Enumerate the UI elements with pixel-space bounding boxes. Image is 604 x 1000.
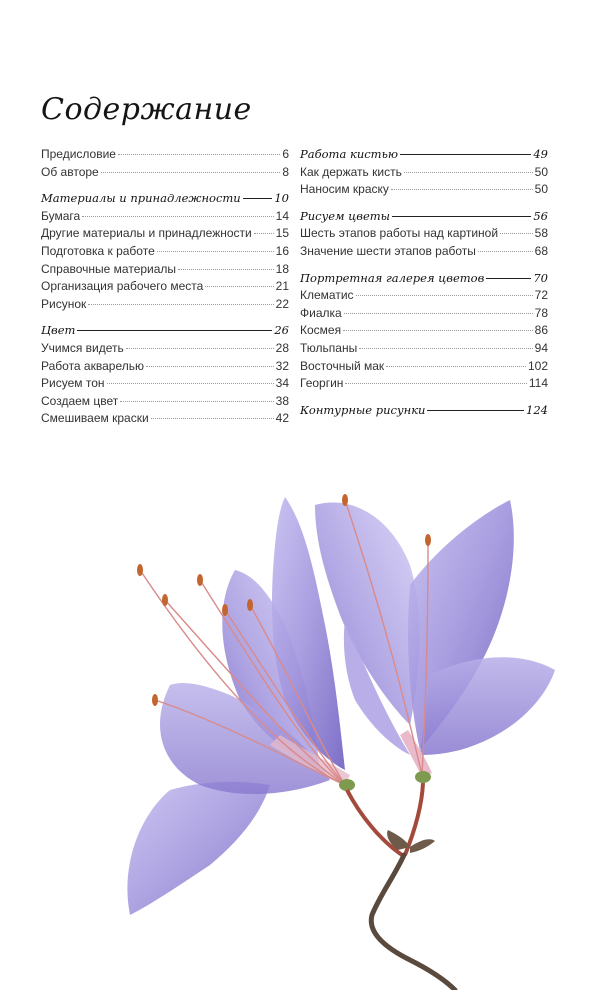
toc-leader-dots: [205, 286, 273, 287]
toc-page-number: 38: [275, 393, 289, 408]
toc-entry-label: Цвет: [41, 323, 76, 338]
toc-entry-label: Значение шести этапов работы: [300, 243, 476, 258]
toc-entry[interactable]: [300, 225, 548, 243]
azalea-flower-illustration: [110, 485, 560, 990]
toc-entry[interactable]: [41, 164, 289, 182]
toc-page-number: 6: [282, 147, 289, 161]
toc-gap: [300, 261, 548, 270]
toc-entry[interactable]: [300, 358, 548, 376]
toc-gap: [41, 313, 289, 322]
toc-entry[interactable]: [41, 208, 289, 226]
toc-entry-label: Учимся видеть: [41, 340, 124, 355]
toc-page-number: 86: [534, 323, 548, 338]
toc-leader-dots: [345, 383, 526, 384]
toc-entry[interactable]: [300, 340, 548, 358]
toc-page-number: 26: [274, 323, 289, 338]
toc-entry[interactable]: [300, 322, 548, 340]
toc-entry[interactable]: [41, 278, 289, 296]
toc-entry-label: Бумага: [41, 208, 81, 223]
toc-entry-label: Контурные рисунки: [300, 402, 426, 417]
toc-leader-dots: [343, 330, 533, 331]
toc-entry-label: Рисуем тон: [41, 376, 105, 391]
toc-entry[interactable]: [41, 296, 289, 314]
toc-entry-label: Справочные материалы: [41, 261, 177, 276]
toc-entry-label: Портретная галерея цветов: [300, 270, 485, 285]
toc-entry[interactable]: [41, 375, 289, 393]
toc-page-number: 114: [528, 376, 548, 391]
toc-leader-dots: [392, 216, 531, 217]
toc-page-number: 42: [275, 411, 289, 426]
toc-page-number: 18: [275, 261, 289, 276]
toc-leader-dots: [500, 233, 533, 234]
toc-entry-label: Работа кистью: [300, 147, 398, 161]
toc-left-column: [41, 146, 289, 428]
toc-page-number: 34: [275, 376, 289, 391]
toc-leader-dots: [77, 330, 272, 331]
toc-entry-label: Наносим краску: [300, 182, 389, 197]
toc-page-number: 32: [275, 358, 289, 373]
toc-gap: [300, 393, 548, 402]
toc-leader-dots: [359, 348, 532, 349]
toc-entry-label: Организация рабочего места: [41, 279, 204, 294]
toc-entry[interactable]: [41, 340, 289, 358]
toc-entry-label: Клематис: [300, 288, 354, 303]
toc-entry[interactable]: [41, 146, 289, 164]
toc-leader-dots: [356, 295, 533, 296]
toc-entry[interactable]: [41, 261, 289, 279]
toc-entry-label: Материалы и принадлежности: [41, 191, 241, 206]
toc-leader-dots: [243, 198, 273, 199]
toc-gap: [41, 181, 289, 190]
toc-leader-dots: [126, 348, 274, 349]
toc-leader-dots: [478, 251, 533, 252]
toc-page-number: 15: [275, 226, 289, 241]
toc-section-heading[interactable]: [300, 270, 548, 288]
toc-entry-label: Георгин: [300, 376, 344, 391]
toc-entry-label: Шесть этапов работы над картиной: [300, 226, 499, 241]
toc-section-heading[interactable]: [300, 208, 548, 226]
toc-page-number: 21: [275, 279, 289, 294]
toc-page-number: 102: [527, 358, 548, 373]
toc-section-heading[interactable]: [300, 146, 548, 164]
toc-entry-label: Тюльпаны: [300, 340, 358, 355]
toc-page-number: 72: [534, 288, 548, 303]
toc-leader-dots: [178, 269, 274, 270]
toc-page-number: 22: [275, 296, 289, 311]
toc-leader-dots: [151, 418, 274, 419]
toc-entry-label: Рисунок: [41, 296, 87, 311]
toc-page-number: 70: [533, 270, 548, 285]
toc-leader-dots: [344, 313, 533, 314]
toc-leader-dots: [82, 216, 273, 217]
toc-leader-dots: [157, 251, 274, 252]
toc-page-number: 49: [533, 147, 548, 161]
toc-leader-dots: [120, 401, 273, 402]
toc-entry[interactable]: [300, 375, 548, 393]
toc-leader-dots: [118, 154, 280, 155]
toc-page-number: 14: [275, 208, 289, 223]
toc-page-number: 58: [534, 226, 548, 241]
toc-entry[interactable]: [41, 410, 289, 428]
toc-page-number: 28: [275, 340, 289, 355]
toc-entry-label: Рисуем цветы: [300, 208, 391, 223]
toc-gap: [300, 199, 548, 208]
toc-entry-label: Восточный мак: [300, 358, 385, 373]
toc-page-number: 16: [275, 243, 289, 258]
toc-section-heading[interactable]: [300, 402, 548, 420]
toc-entry-label: Предисловие: [41, 147, 116, 161]
toc-entry[interactable]: [41, 358, 289, 376]
toc-entry[interactable]: [300, 181, 548, 199]
toc-page-number: 50: [534, 182, 548, 197]
toc-section-heading[interactable]: [41, 322, 289, 340]
toc-entry-label: Об авторе: [41, 164, 99, 179]
toc-entry[interactable]: [41, 243, 289, 261]
toc-page-number: 94: [534, 340, 548, 355]
toc-leader-dots: [486, 278, 531, 279]
toc-section-heading[interactable]: [41, 190, 289, 208]
toc-page-number: 8: [282, 164, 289, 179]
toc-entry-label: Другие материалы и принадлежности: [41, 226, 252, 241]
toc-entry-label: Как держать кисть: [300, 164, 402, 179]
toc-page-number: 124: [526, 402, 548, 417]
toc-leader-dots: [107, 383, 274, 384]
toc-right-column: [300, 146, 548, 419]
toc-leader-dots: [404, 172, 533, 173]
toc-entry-label: Подготовка к работе: [41, 243, 155, 258]
toc-entry[interactable]: [300, 305, 548, 323]
page-title: Содержание: [41, 92, 252, 127]
toc-leader-dots: [254, 233, 274, 234]
toc-entry-label: Космея: [300, 323, 342, 338]
toc-page-number: 68: [534, 243, 548, 258]
toc-leader-dots: [146, 366, 274, 367]
toc-entry[interactable]: [300, 243, 548, 261]
toc-entry-label: Смешиваем краски: [41, 411, 149, 426]
toc-leader-dots: [101, 172, 281, 173]
toc-leader-dots: [400, 154, 531, 155]
toc-leader-dots: [88, 304, 273, 305]
toc-page-number: 56: [533, 208, 548, 223]
toc-page-number: 10: [274, 191, 289, 206]
toc-page-number: 50: [534, 164, 548, 179]
toc-entry[interactable]: [41, 225, 289, 243]
toc-leader-dots: [386, 366, 526, 367]
toc-page-number: 78: [534, 305, 548, 320]
toc-entry-label: Работа акварелью: [41, 358, 144, 373]
toc-entry[interactable]: [300, 164, 548, 182]
toc-entry[interactable]: [300, 287, 548, 305]
toc-leader-dots: [391, 189, 533, 190]
toc-entry-label: Создаем цвет: [41, 393, 119, 408]
toc-entry-label: Фиалка: [300, 305, 342, 320]
toc-entry[interactable]: [41, 393, 289, 411]
toc-leader-dots: [427, 410, 524, 411]
